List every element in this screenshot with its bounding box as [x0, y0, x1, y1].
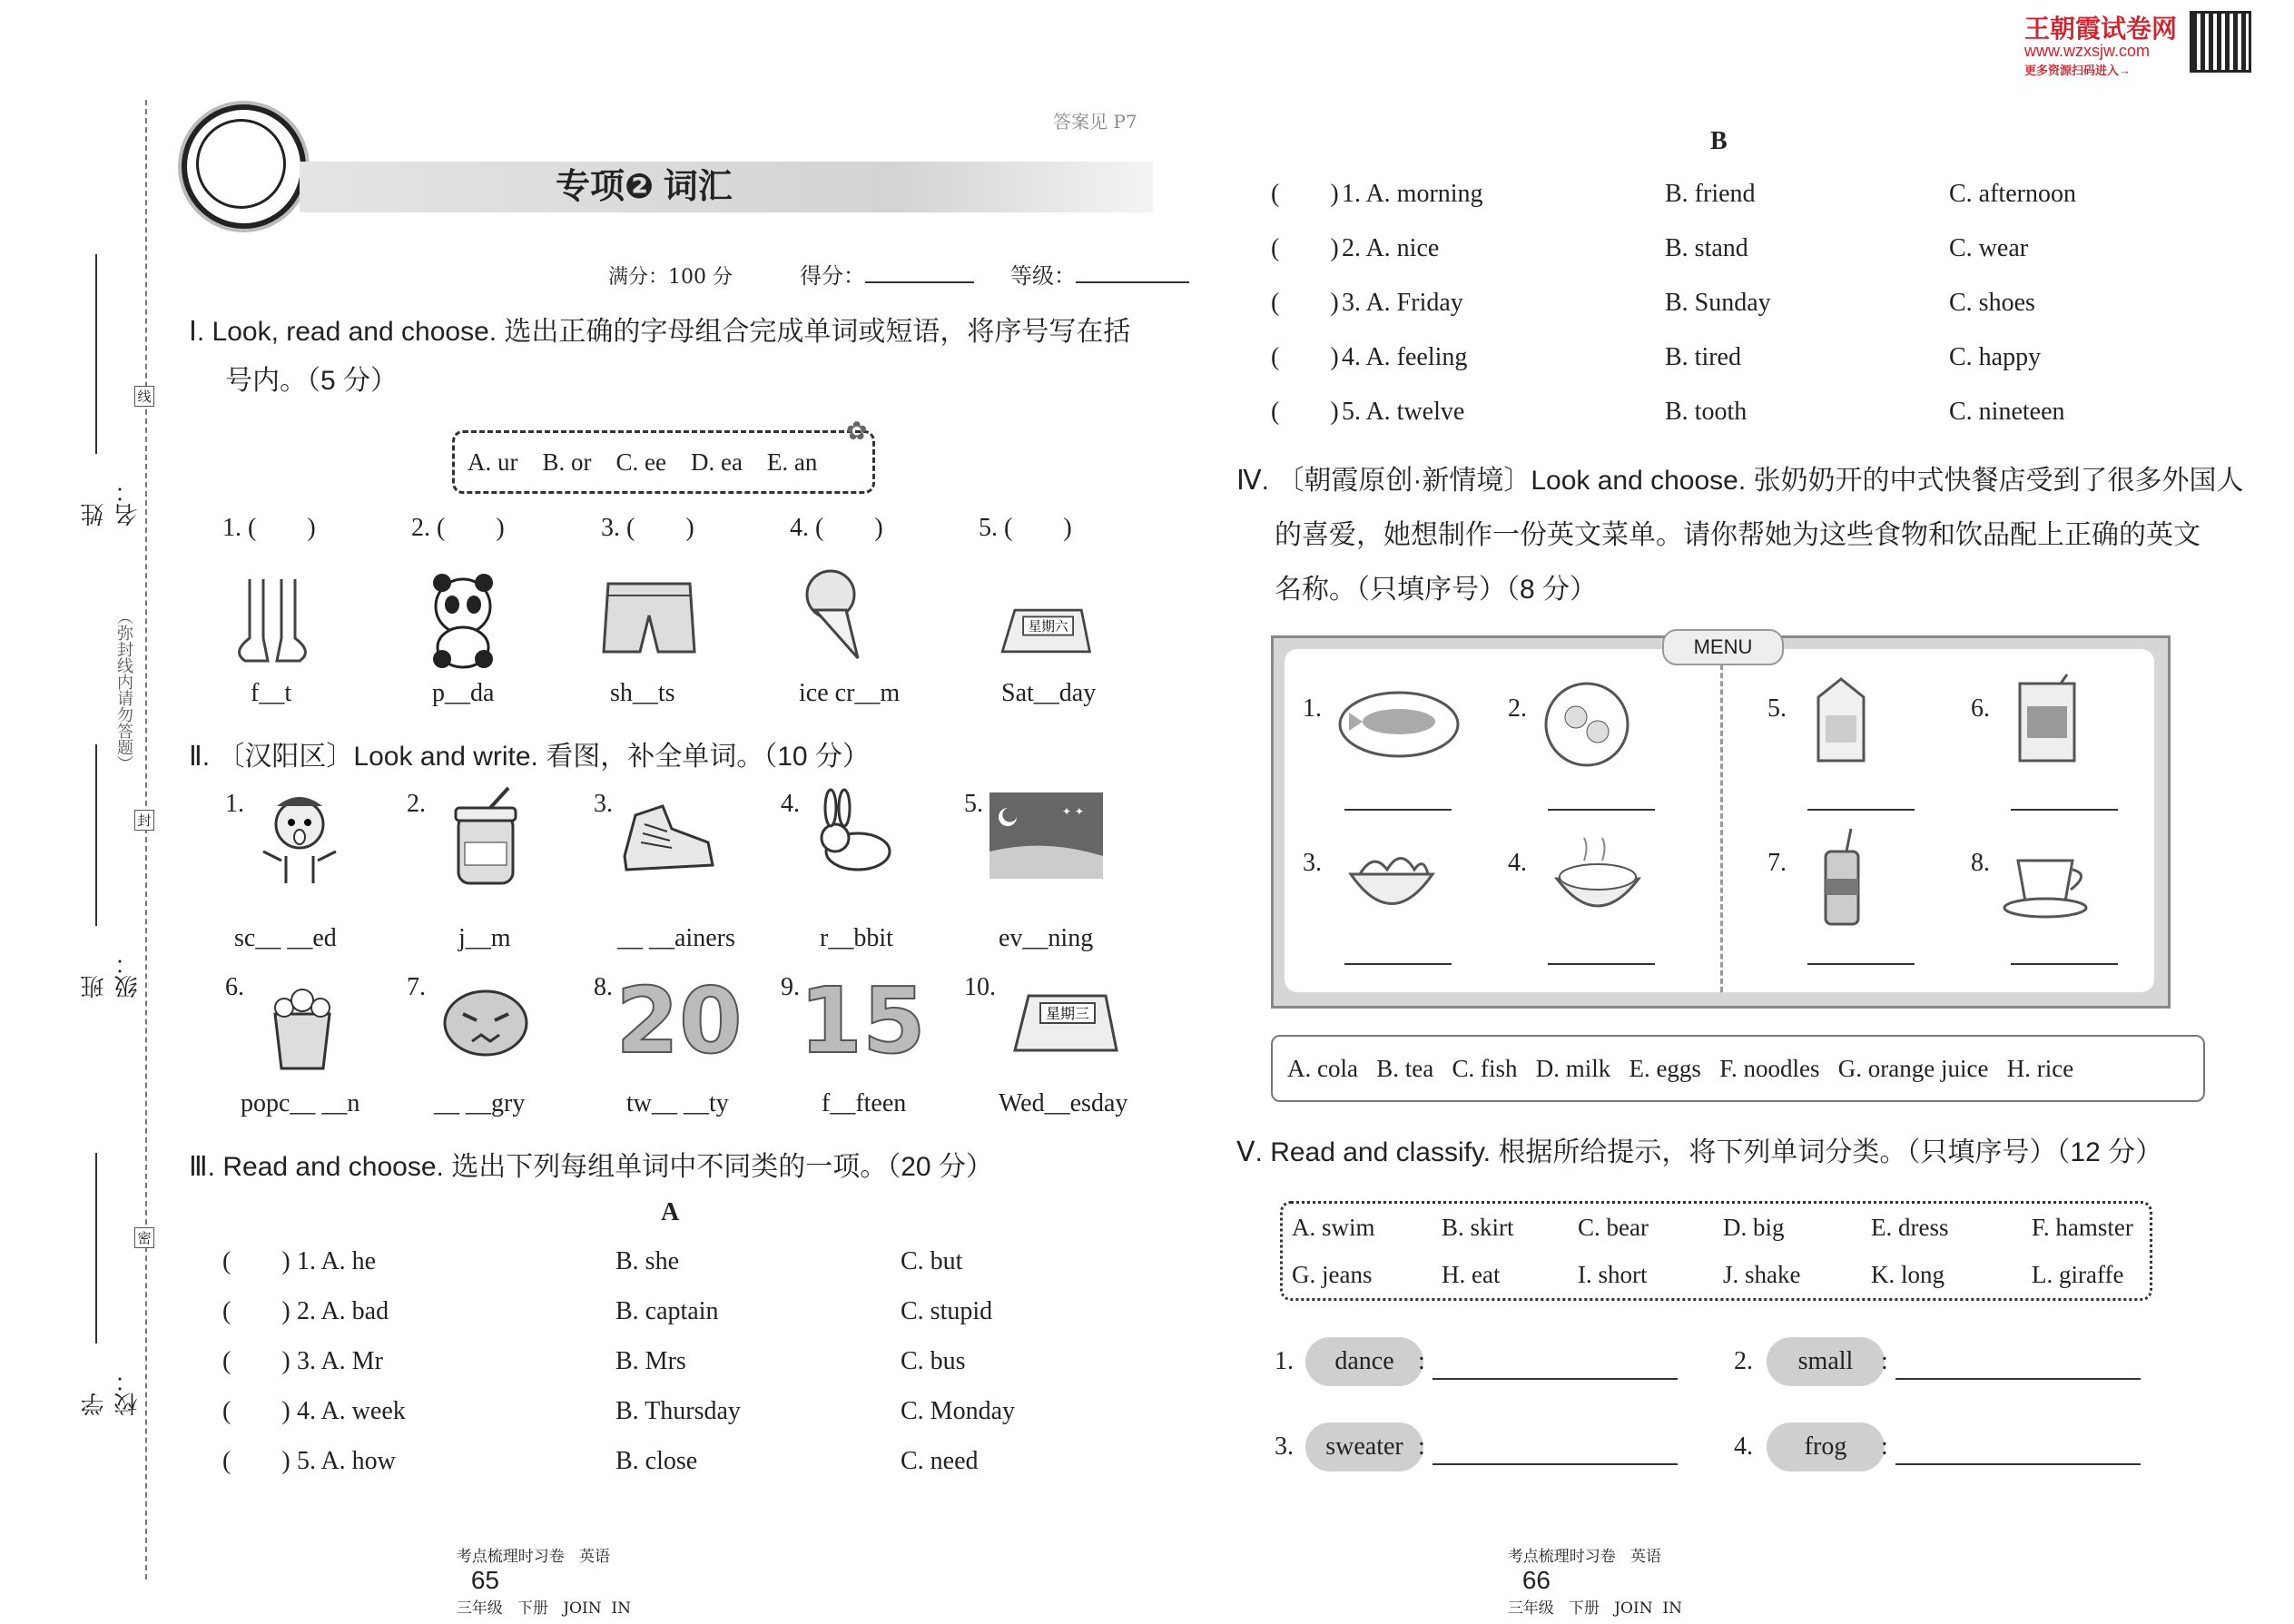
s5-word-h: H. eat — [1442, 1261, 1501, 1288]
s2-word-7: __ __gry — [434, 1089, 526, 1117]
s2-word-3: __ __ainers — [617, 924, 735, 952]
s1-options-box — [452, 430, 875, 494]
s4-options-box — [1271, 1035, 2205, 1102]
sneaker-icon — [617, 788, 717, 888]
menu-blank-4[interactable] — [1548, 963, 1655, 965]
s5-word-g: G. jeans — [1292, 1261, 1373, 1288]
school-label: 学校： — [81, 1369, 142, 1416]
ice-cream-icon — [790, 563, 890, 663]
name-field[interactable] — [77, 254, 142, 527]
s2-num-7: 7. — [407, 973, 426, 1001]
s2-word-1: sc__ __ed — [234, 924, 337, 952]
s3b-b-1: B. friend — [1665, 180, 1756, 208]
s5-cat-blank-3[interactable] — [1433, 1463, 1678, 1465]
number-fifteen-icon — [799, 966, 926, 1074]
s3b-paren-1[interactable]: ( ) — [1271, 180, 1339, 208]
s3-group-a: A — [661, 1198, 680, 1226]
s3a-b-1: B. she — [615, 1247, 679, 1275]
menu-num-1: 1. — [1303, 694, 1322, 723]
s2-word-4: r__bbit — [820, 924, 893, 952]
noodles-bowl-icon — [1342, 833, 1442, 924]
brand-tagline: 更多资源扫码进入→ — [2024, 64, 2132, 77]
number-twenty-icon — [615, 966, 743, 1074]
score-label: 得分： — [800, 263, 865, 289]
s4-heading-2: 的喜爱，她想制作一份英文菜单。请你帮她为这些食物和饮品配上正确的英文 — [1275, 520, 2200, 550]
s3a-b-3: B. Mrs — [615, 1347, 686, 1375]
brand-logo — [2024, 9, 2188, 78]
menu-blank-2[interactable] — [1548, 809, 1655, 811]
s2-heading: Ⅱ. 〔汉阳区〕Look and write. 看图，补全单词。（10 分） — [189, 742, 870, 772]
s5-cat-num-1: 1. — [1275, 1347, 1294, 1375]
menu-blank-6[interactable] — [2011, 809, 2118, 811]
s3a-paren-5[interactable]: ( ) — [222, 1447, 290, 1475]
s3b-a-3: 3. A. Friday — [1342, 289, 1463, 317]
s3a-a-2: 2. A. bad — [297, 1297, 389, 1325]
s3-group-b: B — [1710, 127, 1728, 155]
menu-num-6: 6. — [1971, 694, 1990, 723]
svg-text:15: 15 — [799, 968, 926, 1074]
s3b-c-4: C. happy — [1949, 343, 2042, 371]
s3a-c-1: C. but — [901, 1247, 963, 1275]
s3b-paren-3[interactable]: ( ) — [1271, 289, 1339, 317]
s2-word-6: popc__ __n — [241, 1089, 360, 1117]
s1-num-4[interactable]: 4. ( ) — [790, 514, 883, 542]
wang-zhaoxia-seal — [182, 104, 306, 229]
s5-cat-num-4: 4. — [1734, 1432, 1753, 1461]
s5-cat-num-3: 3. — [1275, 1432, 1294, 1461]
brand-url: www.wzxsjw.com — [2024, 42, 2151, 60]
menu-title: MENU — [1662, 629, 1784, 665]
s2-num-4: 4. — [781, 790, 800, 818]
s5-cat-blank-1[interactable] — [1433, 1378, 1678, 1380]
s1-heading-1: Ⅰ. Look, read and choose. 选出正确的字母组合完成单词或短语，将序号写在括 — [189, 317, 1131, 347]
brand-name: 王朝霞试卷网 — [2024, 15, 2178, 43]
panda-icon — [413, 570, 513, 670]
class-label: 班级： — [81, 951, 142, 999]
s5-word-i: I. short — [1578, 1261, 1648, 1288]
s1-word-4: ice cr__m — [799, 679, 901, 707]
s5-word-b: B. skirt — [1442, 1214, 1514, 1241]
s3a-paren-3[interactable]: ( ) — [222, 1347, 290, 1375]
s3a-c-2: C. stupid — [901, 1297, 993, 1325]
milk-carton-icon — [1809, 674, 1873, 765]
seal-note: （弥封线内请勿答题） — [114, 608, 133, 772]
s3b-b-3: B. Sunday — [1665, 289, 1771, 317]
s5-cat-word-2: small — [1767, 1337, 1885, 1386]
s3b-c-5: C. nineteen — [1949, 398, 2065, 426]
s1-num-2[interactable]: 2. ( ) — [411, 514, 505, 542]
calendar-saturday-icon — [994, 581, 1094, 681]
qr-code[interactable] — [2190, 11, 2251, 73]
s2-num-5: 5. — [964, 790, 983, 818]
s3b-paren-2[interactable]: ( ) — [1271, 234, 1339, 262]
svg-text:星期三: 星期三 — [1045, 1005, 1090, 1022]
school-field[interactable] — [77, 1153, 142, 1416]
s3b-paren-4[interactable]: ( ) — [1271, 343, 1339, 371]
answer-ref[interactable]: 答案见 P7 — [1053, 111, 1137, 133]
score-blank[interactable] — [865, 281, 974, 283]
rice-bowl-icon — [1548, 833, 1648, 924]
menu-blank-5[interactable] — [1807, 809, 1915, 811]
right-footer — [1498, 1525, 1682, 1618]
s1-num-1[interactable]: 1. ( ) — [222, 514, 316, 542]
menu-blank-1[interactable] — [1344, 809, 1452, 811]
s1-options: A. ur B. or C. ee D. ea E. an — [468, 448, 818, 476]
s2-num-1: 1. — [225, 790, 244, 818]
name-label: 姓名： — [81, 479, 142, 527]
s1-word-5: Sat__day — [1001, 679, 1097, 707]
s1-word-2: p__da — [432, 679, 495, 707]
class-field[interactable] — [77, 744, 142, 999]
right-footer-grade: 三年级 下册 JOIN IN — [1507, 1599, 1682, 1618]
s3b-paren-5[interactable]: ( ) — [1271, 398, 1339, 426]
s3b-b-4: B. tired — [1665, 343, 1741, 371]
left-footer-grade: 三年级 下册 JOIN IN — [456, 1599, 631, 1618]
menu-num-7: 7. — [1767, 849, 1787, 877]
s3a-paren-2[interactable]: ( ) — [222, 1297, 290, 1325]
s1-word-3: sh__ts — [610, 679, 675, 707]
menu-blank-8[interactable] — [2011, 963, 2118, 965]
fish-plate-icon — [1335, 684, 1462, 765]
s3a-c-4: C. Monday — [901, 1397, 1015, 1425]
s5-cat-colon-2: : — [1881, 1347, 1888, 1375]
menu-blank-3[interactable] — [1344, 963, 1452, 965]
s3b-a-2: 2. A. nice — [1342, 234, 1440, 262]
seal-mark-3: 密 — [134, 1227, 154, 1248]
s3b-c-2: C. wear — [1949, 234, 2029, 262]
s2-num-2: 2. — [407, 790, 426, 818]
s3a-a-1: 1. A. he — [297, 1247, 377, 1275]
right-page-number: 66 — [1521, 1566, 1551, 1594]
s5-row-1 — [1283, 1204, 2150, 1251]
s3a-a-5: 5. A. how — [297, 1447, 396, 1475]
s5-heading: Ⅴ. Read and classify. 根据所给提示，将下列单词分类。（只填序号）（12 分） — [1236, 1137, 2163, 1167]
menu-num-2: 2. — [1508, 694, 1527, 723]
s3b-a-4: 4. A. feeling — [1342, 343, 1468, 371]
s3a-paren-4[interactable]: ( ) — [222, 1397, 290, 1425]
svg-text:✦ ✦: ✦ ✦ — [1062, 805, 1084, 818]
s2-num-9: 9. — [781, 973, 800, 1001]
menu-num-3: 3. — [1303, 849, 1322, 877]
s5-cat-blank-2[interactable] — [1895, 1378, 2141, 1380]
cola-can-icon — [1815, 829, 1869, 929]
bow-decoration: ✿ — [846, 416, 868, 446]
s3a-a-4: 4. A. week — [297, 1397, 406, 1425]
s3b-a-5: 5. A. twelve — [1342, 398, 1465, 426]
s3b-b-5: B. tooth — [1665, 398, 1748, 426]
s3b-c-1: C. afternoon — [1949, 180, 2076, 208]
s5-word-box — [1280, 1201, 2152, 1301]
s1-heading-2: 号内。（5 分） — [225, 366, 399, 396]
s5-word-e: E. dress — [1871, 1214, 1949, 1241]
seal-mark-2: 封 — [134, 810, 154, 831]
s5-word-j: J. shake — [1723, 1261, 1801, 1288]
s5-word-l: L. giraffe — [2032, 1261, 2124, 1288]
s5-word-d: D. big — [1723, 1214, 1785, 1241]
grade-label: 等级： — [1010, 263, 1076, 289]
s2-word-9: f__fteen — [822, 1089, 907, 1117]
menu-board — [1271, 635, 2171, 1009]
s5-cat-colon-4: : — [1881, 1432, 1888, 1461]
grade-blank[interactable] — [1076, 281, 1189, 283]
s5-cat-colon-1: : — [1418, 1347, 1425, 1375]
menu-num-4: 4. — [1508, 849, 1527, 877]
s3b-c-3: C. shoes — [1949, 289, 2035, 317]
s5-cat-num-2: 2. — [1734, 1347, 1753, 1375]
s4-heading-1: Ⅳ. 〔朝霞原创·新情境〕Look and choose. 张奶奶开的中式快餐店受到了很多外国人 — [1236, 466, 2244, 496]
fried-eggs-icon — [1541, 679, 1632, 770]
s5-word-k: K. long — [1871, 1261, 1944, 1288]
shorts-icon — [599, 570, 699, 670]
s5-word-c: C. bear — [1578, 1214, 1649, 1241]
s2-word-8: tw__ __ty — [626, 1089, 729, 1117]
calendar-wednesday-icon — [1006, 973, 1124, 1073]
juice-box-icon — [2011, 674, 2083, 765]
s4-options: A. cola B. tea C. fish D. milk E. eggs F. noodles G. orange juice H. rice — [1287, 1055, 2074, 1082]
s3a-a-3: 3. A. Mr — [297, 1347, 383, 1375]
s3-heading: Ⅲ. Read and choose. 选出下列每组单词中不同类的一项。（20 分） — [189, 1152, 993, 1182]
s3a-c-5: C. need — [901, 1447, 979, 1475]
s2-num-10: 10. — [964, 973, 996, 1001]
s5-cat-colon-3: : — [1418, 1432, 1425, 1461]
s3a-b-5: B. close — [615, 1447, 698, 1475]
seal-mark-1: 线 — [134, 386, 154, 407]
right-footer-text: 考点梳理时习卷 英语 — [1507, 1548, 1662, 1566]
s2-num-6: 6. — [225, 973, 244, 1001]
rabbit-icon — [803, 788, 903, 888]
feet-icon — [222, 570, 322, 670]
s4-heading-3: 名称。（只填序号）（8 分） — [1275, 575, 1598, 605]
svg-text:星期六: 星期六 — [1028, 619, 1068, 635]
section-title: 专项❷ 词汇 — [556, 168, 733, 206]
svg-text:20: 20 — [615, 968, 743, 1074]
s1-word-1: f__t — [251, 679, 292, 707]
s3a-c-3: C. bus — [901, 1347, 966, 1375]
s1-num-5[interactable]: 5. ( ) — [979, 514, 1072, 542]
menu-num-5: 5. — [1767, 694, 1787, 723]
s5-cat-word-4: frog — [1767, 1422, 1885, 1471]
s2-num-3: 3. — [594, 790, 613, 818]
night-scene-icon — [989, 788, 1103, 888]
s2-word-5: ev__ning — [999, 924, 1094, 952]
jam-jar-icon — [436, 788, 536, 888]
s5-cat-word-3: sweater — [1305, 1422, 1423, 1471]
s3b-b-2: B. stand — [1665, 234, 1748, 262]
s5-row-2 — [1283, 1251, 2150, 1298]
s5-cat-word-1: dance — [1305, 1337, 1423, 1386]
s3a-b-2: B. captain — [615, 1297, 719, 1325]
menu-blank-7[interactable] — [1807, 963, 1915, 965]
left-page-number: 65 — [470, 1566, 499, 1594]
menu-num-8: 8. — [1971, 849, 1990, 877]
s5-word-f: F. hamster — [2032, 1214, 2133, 1241]
scared-boy-icon — [250, 788, 350, 888]
score-line — [608, 258, 1189, 290]
s5-cat-blank-4[interactable] — [1895, 1463, 2141, 1465]
tea-cup-icon — [2000, 842, 2100, 924]
popcorn-icon — [252, 973, 352, 1073]
s2-num-8: 8. — [594, 973, 613, 1001]
binding-line — [145, 100, 147, 1580]
s3a-b-4: B. Thursday — [615, 1397, 741, 1425]
angry-tiger-icon — [436, 973, 536, 1073]
s2-word-10: Wed__esday — [999, 1089, 1128, 1117]
s3a-paren-1[interactable]: ( ) — [222, 1247, 290, 1275]
s1-num-3[interactable]: 3. ( ) — [601, 514, 694, 542]
left-footer — [447, 1525, 631, 1618]
s2-word-2: j__m — [458, 924, 511, 952]
left-footer-text: 考点梳理时习卷 英语 — [456, 1548, 611, 1566]
s3b-a-1: 1. A. morning — [1342, 180, 1483, 208]
full-score: 满分：100 分 — [608, 266, 733, 289]
s5-word-a: A. swim — [1292, 1214, 1375, 1241]
menu-divider — [1720, 656, 1723, 992]
